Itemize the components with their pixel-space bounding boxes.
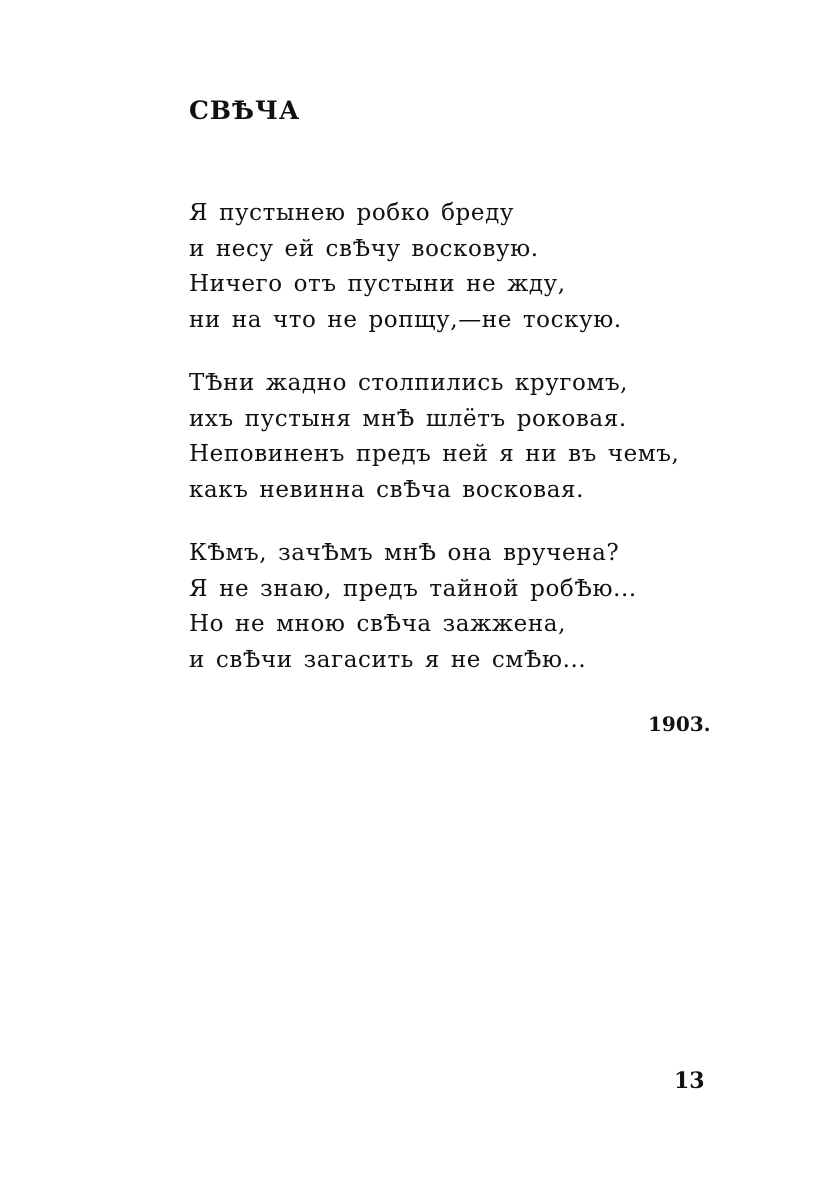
poem-date: 1903. [648,712,711,736]
page-number: 13 [674,1068,705,1094]
poem-line: Я пустынею робко бреду [189,200,514,226]
poem-line: Я не знаю, предъ тайной робѢю... [189,575,637,602]
stanza-3 [189,536,749,678]
poem-body [189,196,749,706]
poem-line: Неповиненъ предъ ней я ни въ чемъ, [189,441,680,467]
stanza-2 [189,366,749,508]
poem-title: СВѢЧА [189,96,301,125]
poem-line: и свѢчи загасить я не смѢю... [189,646,587,673]
poem-line: Но не мною свѢча зажжена, [189,611,566,637]
poem-line: и несу ей свѢчу восковую. [189,235,539,262]
poem-line: ТѢни жадно столпились кругомъ, [189,370,629,396]
poem-line: ихъ пустыня мнѢ шлётъ роковая. [189,405,627,432]
poem-line: какъ невинна свѢча восковая. [189,476,585,503]
poem-line: КѢмъ, зачѢмъ мнѢ она вручена? [189,540,620,566]
stanza-1 [189,196,749,338]
poem-line: ни на что не ропщу,—не тоскую. [189,306,622,333]
poem-line: Ничего отъ пустыни не жду, [189,271,566,297]
